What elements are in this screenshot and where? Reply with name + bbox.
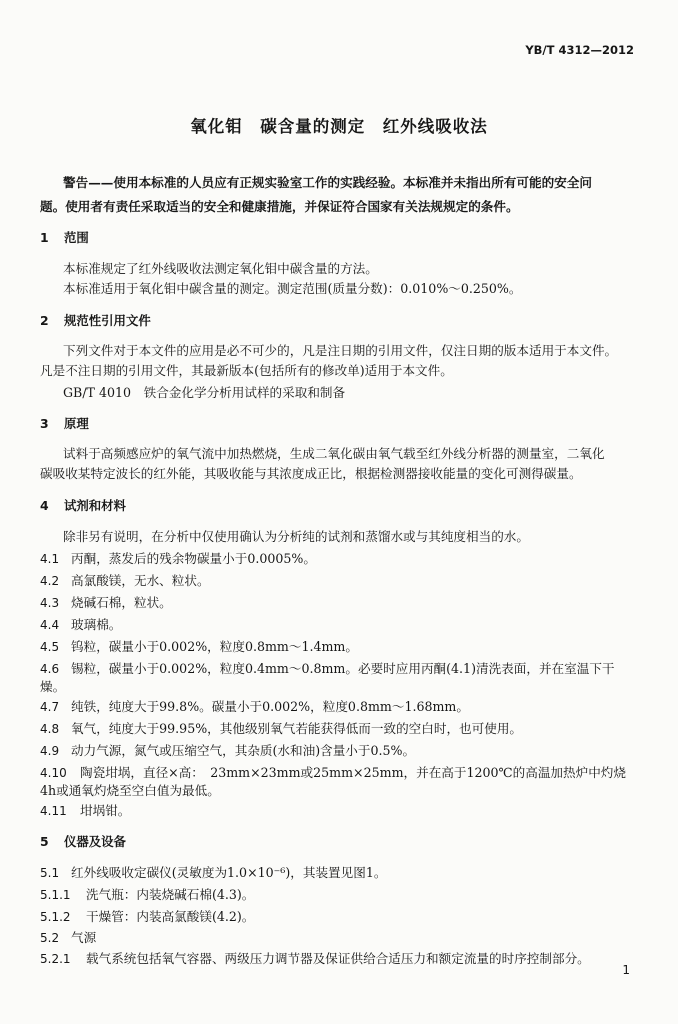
section-heading-2 <box>40 312 640 330</box>
item-text: 高氯酸镁，无水、粒状。 <box>71 573 210 588</box>
list-item <box>40 594 640 612</box>
item-text: 钨粒，碳量小于0.002%，粒度0.8mm～1.4mm。 <box>71 639 358 654</box>
section-heading-3 <box>40 415 640 433</box>
section-number: 2 <box>40 313 49 328</box>
section-title: 仪器及设备 <box>64 834 126 849</box>
list-item-continuation: 燥。 <box>40 679 66 694</box>
item-text: 烧碱石棉，粒状。 <box>71 595 172 610</box>
item-number: 4.2 <box>40 574 60 588</box>
list-item <box>40 908 640 926</box>
item-text: 丙酮，蒸发后的残余物碳量小于0.0005%。 <box>71 551 316 566</box>
item-text: 气源 <box>71 930 97 945</box>
item-text: 载气系统包括氧气容器、两级压力调节器及保证供给合适压力和额定流量的时序控制部分。 <box>86 951 590 966</box>
section-heading-5 <box>40 833 640 851</box>
list-item <box>40 638 640 656</box>
item-text: 洗气瓶：内装烧碱石棉(4.3)。 <box>86 887 255 902</box>
list-item-continuation: 4h或通氧灼烧至空白值为最低。 <box>40 783 220 798</box>
item-number: 5.2.1 <box>40 952 71 966</box>
list-item <box>40 864 640 882</box>
item-text: 动力气源，氮气或压缩空气，其杂质(水和油)含量小于0.5%。 <box>71 743 416 758</box>
item-number: 4.3 <box>40 596 60 610</box>
section-title: 规范性引用文件 <box>64 313 151 328</box>
list-item <box>40 886 640 904</box>
list-item <box>40 950 640 968</box>
document-title: 氧化钼 碳含量的测定 红外线吸收法 <box>190 117 488 136</box>
item-text: 坩埚钳。 <box>80 803 131 818</box>
item-number: 4.8 <box>40 722 60 736</box>
item-number: 4.6 <box>40 662 60 676</box>
standard-code: YB/T 4312—2012 <box>525 43 634 57</box>
list-item <box>40 550 640 568</box>
item-text: 陶瓷坩埚，直径×高： 23mm×23mm或25mm×25mm，并在高于1200℃的高温加热炉中灼烧 <box>80 765 626 780</box>
paragraph: 本标准规定了红外线吸收法测定氧化钼中碳含量的方法。 <box>63 261 378 276</box>
section-title: 范围 <box>64 230 89 245</box>
warning-line-2: 题。使用者有责任采取适当的安全和健康措施，并保证符合国家有关法规规定的条件。 <box>40 199 519 214</box>
paragraph: 除非另有说明，在分析中仅使用确认为分析纯的试剂和蒸馏水或与其纯度相当的水。 <box>63 529 529 544</box>
item-text: 氧气，纯度大于99.95%，其他级别氧气若能获得低而一致的空白时，也可使用。 <box>71 721 523 736</box>
item-text: 纯铁，纯度大于99.8%。碳量小于0.002%，粒度0.8mm～1.68mm。 <box>71 699 469 714</box>
paragraph: 下列文件对于本文件的应用是必不可少的，凡是注日期的引用文件，仅注日期的版本适用于本文件。 <box>63 343 618 358</box>
item-number: 4.5 <box>40 640 60 654</box>
section-heading-1 <box>40 229 640 247</box>
section-heading-4 <box>40 497 640 515</box>
page-number: 1 <box>622 963 630 977</box>
paragraph: 本标准适用于氧化钼中碳含量的测定。测定范围(质量分数)：0.010%～0.250%。 <box>63 281 522 296</box>
normative-reference: GB/T 4010 铁合金化学分析用试样的采取和制备 <box>63 385 346 400</box>
section-number: 4 <box>40 498 49 513</box>
paragraph: 碳吸收某特定波长的红外能，其吸收能与其浓度成正比，根据检测器接收能量的变化可测得碳量。 <box>40 466 582 481</box>
paragraph: 凡是不注日期的引用文件，其最新版本(包括所有的修改单)适用于本文件。 <box>40 363 453 378</box>
section-number: 5 <box>40 834 49 849</box>
item-number: 4.1 <box>40 552 60 566</box>
item-number: 4.11 <box>40 804 67 818</box>
item-number: 5.1.2 <box>40 910 71 924</box>
list-item <box>40 929 640 947</box>
item-number: 4.4 <box>40 618 60 632</box>
item-number: 5.1.1 <box>40 888 71 902</box>
item-text: 干燥管：内装高氯酸镁(4.2)。 <box>86 909 255 924</box>
warning-line-1: 警告——使用本标准的人员应有正规实验室工作的实践经验。本标准并未指出所有可能的安全问 <box>63 175 592 190</box>
section-number: 3 <box>40 416 49 431</box>
paragraph: 试料于高频感应炉的氧气流中加热燃烧，生成二氧化碳由氧气载至红外线分析器的测量室，二氧化 <box>63 446 605 461</box>
list-item <box>40 616 640 634</box>
item-number: 4.10 <box>40 766 67 780</box>
list-item <box>40 572 640 590</box>
list-item <box>40 720 640 738</box>
item-number: 5.2 <box>40 931 60 945</box>
list-item <box>40 698 640 716</box>
list-item <box>40 660 640 678</box>
list-item <box>40 764 640 782</box>
item-number: 4.9 <box>40 744 60 758</box>
item-number: 4.7 <box>40 700 60 714</box>
list-item <box>40 802 640 820</box>
item-text: 红外线吸收定碳仪(灵敏度为1.0×10⁻⁶)，其装置见图1。 <box>71 865 387 880</box>
list-item <box>40 742 640 760</box>
section-title: 试剂和材料 <box>64 498 126 513</box>
item-text: 玻璃棉。 <box>71 617 122 632</box>
section-number: 1 <box>40 230 49 245</box>
item-number: 5.1 <box>40 866 60 880</box>
section-title: 原理 <box>64 416 89 431</box>
item-text: 锡粒，碳量小于0.002%，粒度0.4mm～0.8mm。必要时应用丙酮(4.1)清洗表面，并在室温下干 <box>71 661 615 676</box>
